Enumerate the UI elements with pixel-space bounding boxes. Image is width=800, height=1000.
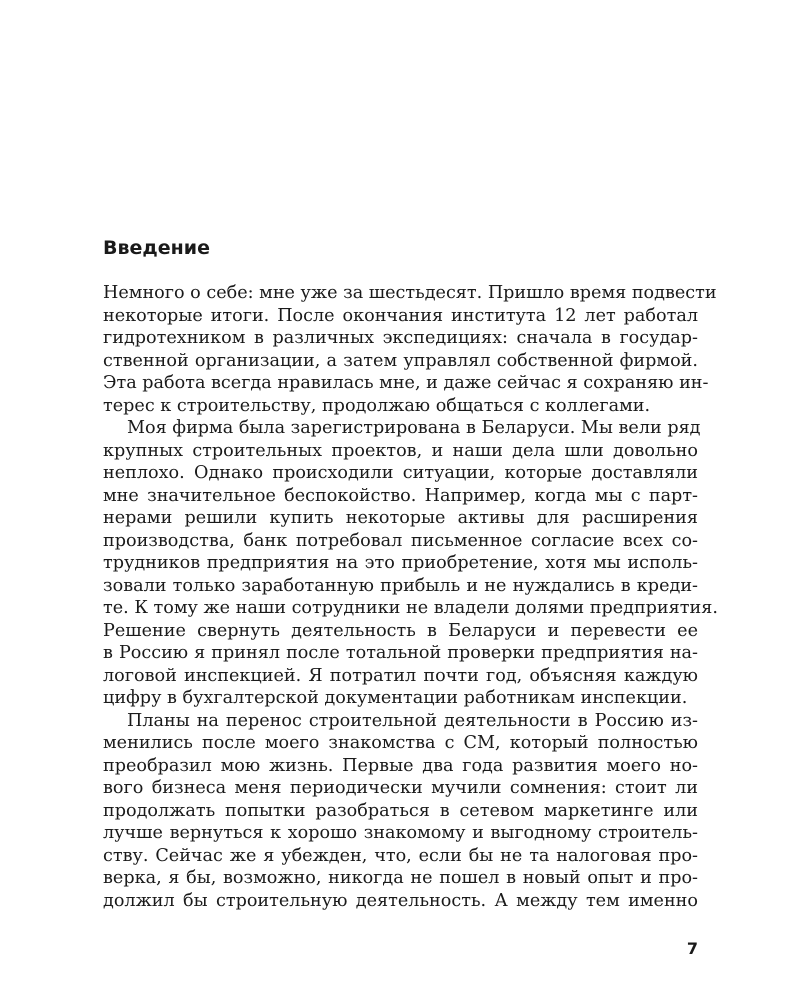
body-text xyxy=(103,282,718,912)
text-line: гидротехником в различных экспедициях: сначала в государ- xyxy=(103,328,698,348)
text-line: продолжать попытки разобраться в сетевом маркетинге или xyxy=(103,800,698,821)
text-line: те. К тому же наши сотрудники не владели долями предприятия. xyxy=(103,598,718,618)
paragraph-1 xyxy=(103,282,717,417)
text-line: Эта работа всегда нравилась мне, и даже сейчас я сохраняю ин- xyxy=(103,373,709,393)
text-line: терес к строительству, продолжаю общаться с коллегами. xyxy=(103,395,651,416)
text-line: зовали только заработанную прибыль и не нуждались в креди- xyxy=(103,575,698,596)
paragraph-3 xyxy=(103,710,698,913)
text-line: ственной организации, а затем управлял собственной фирмой. xyxy=(103,350,698,371)
text-line: мне значительное беспокойство. Например, когда мы с парт- xyxy=(103,485,698,506)
text-line: Решение свернуть деятельность в Беларуси и перевести ее xyxy=(103,620,698,641)
text-line: производства, банк потребовал письменное согласие всех со- xyxy=(103,530,698,551)
chapter-heading: Введение xyxy=(103,237,210,259)
text-line: логовой инспекцией. Я потратил почти год, объясняя каждую xyxy=(103,665,698,686)
text-line: Планы на перенос строительной деятельности в Россию из- xyxy=(127,710,698,731)
text-line: в Россию я принял после тотальной проверки предприятия на- xyxy=(103,643,698,663)
text-line: цифру в бухгалтерской документации работникам инспекции. xyxy=(103,688,688,708)
text-line: должил бы строительную деятельность. А между тем именно xyxy=(103,890,698,911)
page-number: 7 xyxy=(686,939,698,958)
text-line: Немного о себе: мне уже за шестьдесят. Пришло время подвести xyxy=(103,283,717,303)
text-line: Моя фирма была зарегистрирована в Беларуси. Мы вели ряд xyxy=(127,418,701,438)
text-line: некоторые итоги. После окончания института 12 лет работал xyxy=(103,305,698,326)
text-line: трудников предприятия на это приобретение, хотя мы исполь- xyxy=(103,553,698,573)
text-line: верка, я бы, возможно, никогда не пошел в новый опыт и про- xyxy=(103,868,698,888)
text-line: ству. Сейчас же я убежден, что, если бы не та налоговая про- xyxy=(103,845,698,866)
text-line: крупных строительных проектов, и наши дела шли довольно xyxy=(103,440,698,461)
text-line: менились после моего знакомства с СМ, который полностью xyxy=(103,733,698,753)
text-line: преобразил мою жизнь. Первые два года развития моего но- xyxy=(103,755,698,776)
text-line: нерами решили купить некоторые активы для расширения xyxy=(103,508,698,528)
text-line: неплохо. Однако происходили ситуации, которые доставляли xyxy=(103,463,698,483)
paragraph-2 xyxy=(103,417,718,710)
text-line: лучше вернуться к хорошо знакомому и выгодному строитель- xyxy=(103,823,698,843)
text-line: вого бизнеса меня периодически мучили сомнения: стоит ли xyxy=(103,778,698,798)
